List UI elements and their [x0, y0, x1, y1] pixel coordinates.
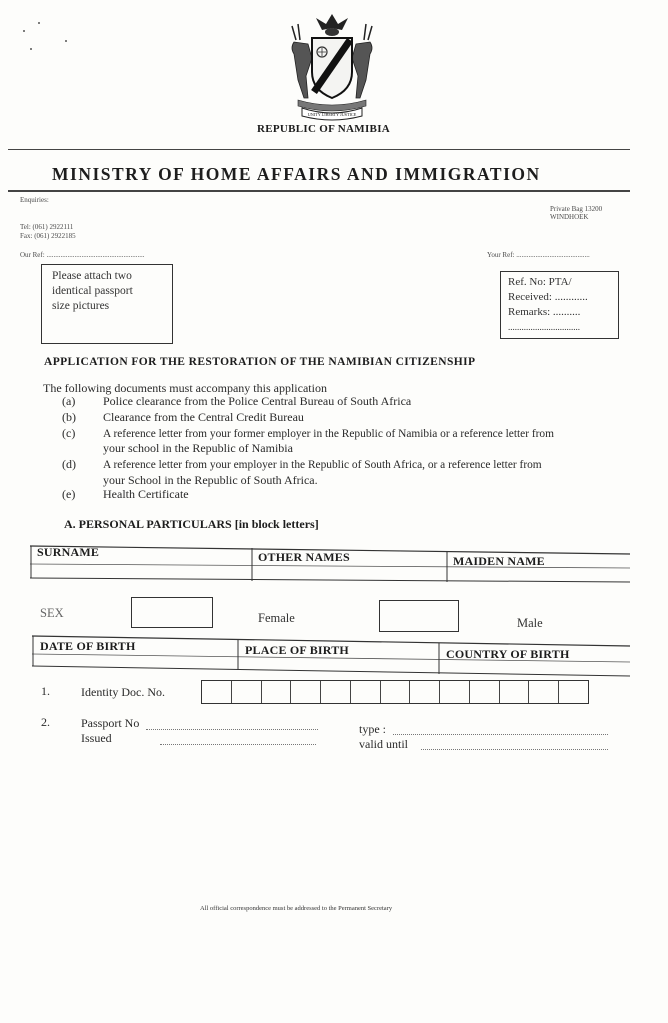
header-rule-bottom: [8, 190, 630, 192]
scan-speck: [23, 30, 25, 32]
scan-speck: [38, 22, 40, 24]
doc-item-label: (c): [62, 426, 76, 440]
identity-digit-cell[interactable]: [500, 681, 530, 703]
photo-instruction-line: identical passport: [52, 285, 133, 297]
scan-speck: [30, 48, 32, 50]
other-names-field[interactable]: [254, 567, 446, 581]
section-a-heading: A. PERSONAL PARTICULARS [in block letters]: [64, 517, 319, 531]
female-checkbox[interactable]: [131, 597, 213, 628]
identity-digit-cell[interactable]: [529, 681, 559, 703]
doc-item-label: (b): [62, 410, 76, 424]
identity-digit-cell[interactable]: [381, 681, 411, 703]
city: WINDHOEK: [550, 213, 589, 221]
male-checkbox[interactable]: [379, 600, 459, 632]
form-title: APPLICATION FOR THE RESTORATION OF THE NAMIBIAN CITIZENSHIP: [44, 356, 476, 368]
identity-digit-cell[interactable]: [232, 681, 262, 703]
photo-instruction-line: Please attach two: [52, 270, 132, 282]
passport-no-field[interactable]: [146, 729, 318, 730]
doc-item-text: your school in the Republic of Namibia: [103, 441, 293, 455]
male-label: Male: [517, 616, 543, 630]
documents-intro: The following documents must accompany this application: [43, 381, 327, 395]
scan-speck: [65, 40, 67, 42]
maiden-name-field[interactable]: [449, 570, 629, 584]
identity-digit-cell[interactable]: [291, 681, 321, 703]
doc-item-text: A reference letter from your former employer in the Republic of Namibia or a reference letter from: [103, 428, 554, 440]
issued-field[interactable]: [160, 744, 316, 745]
type-label: type :: [359, 722, 386, 736]
surname-label: SURNAME: [37, 545, 100, 559]
country-of-birth-label: COUNTRY OF BIRTH: [446, 647, 570, 661]
ministry-name: MINISTRY OF HOME AFFAIRS AND IMMIGRATION: [52, 164, 541, 184]
identity-digit-cell[interactable]: [202, 681, 232, 703]
doc-item-text: Health Certificate: [103, 487, 189, 501]
identity-digit-cell[interactable]: [262, 681, 292, 703]
footer-note: All official correspondence must be addressed to the Permanent Secretary: [200, 905, 393, 912]
office-dots: ................................: [508, 322, 580, 332]
doc-item-label: (d): [62, 457, 76, 471]
date-of-birth-label: DATE OF BIRTH: [40, 639, 136, 653]
coat-of-arms-motto: UNITY LIBERTY JUSTICE: [307, 112, 357, 117]
valid-until-label: valid until: [359, 737, 408, 751]
doc-item-label: (e): [62, 487, 76, 501]
identity-digit-cell[interactable]: [410, 681, 440, 703]
valid-until-field[interactable]: [421, 749, 608, 750]
fax-number: Fax: (061) 2922185: [20, 232, 76, 240]
identity-digit-cell[interactable]: [559, 681, 588, 703]
female-label: Female: [258, 611, 295, 625]
doc-item-text: Police clearance from the Police Central Bureau of South Africa: [103, 394, 412, 408]
identity-digit-cell[interactable]: [321, 681, 351, 703]
maiden-name-label: MAIDEN NAME: [453, 554, 545, 568]
place-of-birth-label: PLACE OF BIRTH: [245, 643, 349, 657]
enquiries-label: Enquiries:: [20, 196, 49, 204]
identity-digit-cell[interactable]: [470, 681, 500, 703]
office-use-box: [500, 271, 619, 339]
sex-label: SEX: [40, 606, 64, 620]
tel-number: Tel: (061) 2922111: [20, 223, 74, 231]
doc-item-text: Clearance from the Central Credit Bureau: [103, 410, 304, 424]
identity-digit-cell[interactable]: [351, 681, 381, 703]
item-1-number: 1.: [41, 684, 50, 698]
doc-item-text: your School in the Republic of South Africa.: [103, 473, 318, 487]
type-field[interactable]: [393, 734, 608, 735]
private-bag: Private Bag 13200: [550, 205, 603, 213]
doc-item-text: A reference letter from your employer in the Republic of South Africa, or a reference letter from: [103, 459, 542, 471]
office-remarks: Remarks: ..........: [508, 306, 581, 318]
other-names-label: OTHER NAMES: [258, 550, 350, 564]
identity-digit-cell[interactable]: [440, 681, 470, 703]
photo-instruction-line: size pictures: [52, 300, 110, 312]
office-received: Received: ............: [508, 291, 588, 303]
country-of-birth-field[interactable]: [442, 664, 628, 676]
header-rule-top: [8, 149, 630, 150]
our-ref-field[interactable]: Our Ref: ........................................................: [20, 251, 145, 259]
your-ref-field[interactable]: Your Ref: ..........................................: [487, 251, 590, 259]
identity-doc-field[interactable]: [201, 680, 589, 704]
issued-label: Issued: [81, 731, 112, 745]
place-of-birth-field[interactable]: [240, 660, 436, 672]
item-2-number: 2.: [41, 715, 50, 729]
passport-no-label: Passport No: [81, 716, 140, 730]
identity-doc-label: Identity Doc. No.: [81, 685, 165, 699]
coat-of-arms-icon: [282, 10, 382, 122]
surname-field[interactable]: [32, 565, 252, 579]
country-name: REPUBLIC OF NAMIBIA: [257, 123, 391, 135]
doc-item-label: (a): [62, 394, 76, 408]
office-ref-no: Ref. No: PTA/: [508, 276, 572, 288]
date-of-birth-field[interactable]: [34, 656, 234, 668]
photo-box: [41, 264, 173, 344]
